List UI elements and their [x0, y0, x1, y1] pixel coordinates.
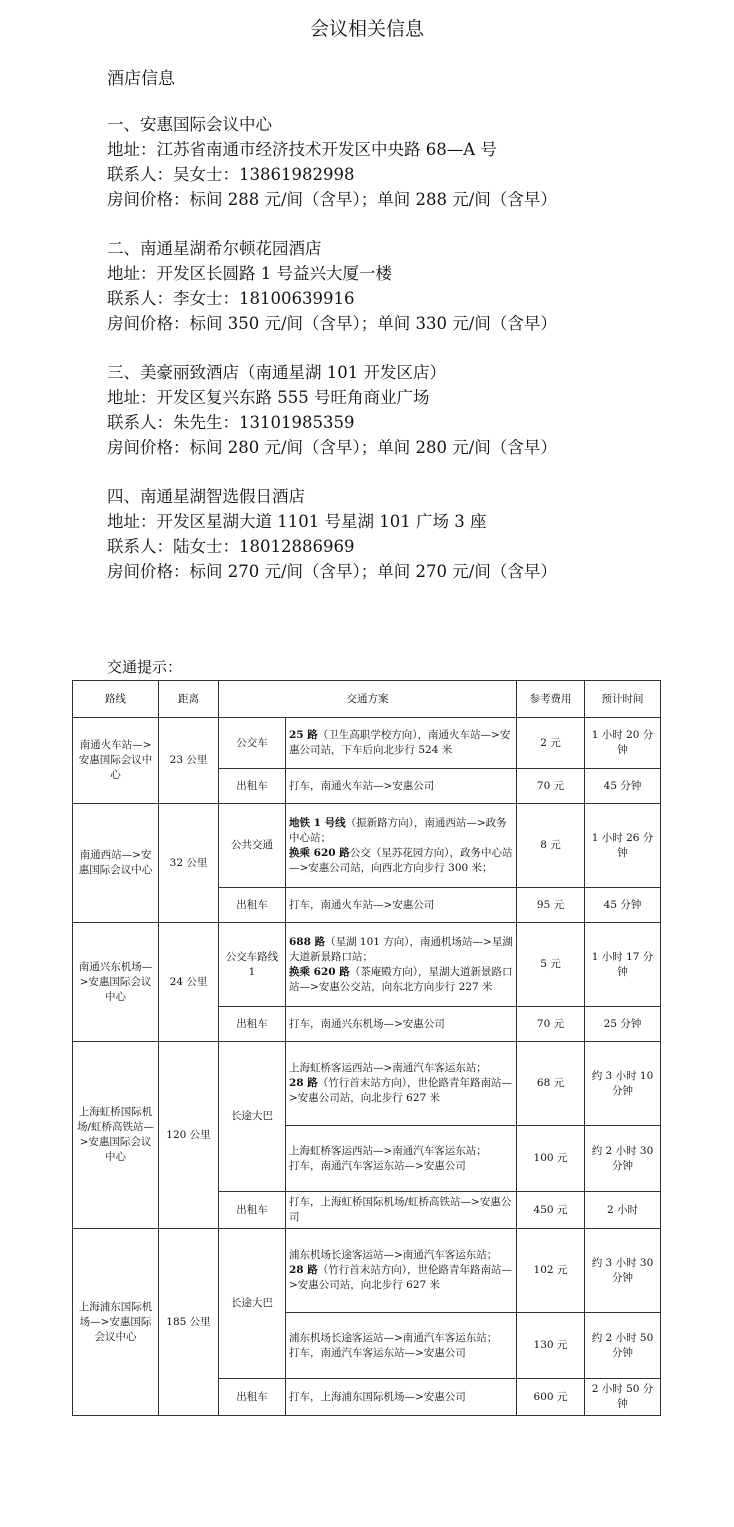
cost-cell: 70 元 [517, 1007, 585, 1042]
cost-cell: 100 元 [517, 1126, 585, 1192]
mode-cell: 出租车 [219, 1007, 286, 1042]
time-cell: 约 3 小时 30 分钟 [585, 1229, 661, 1313]
mode-cell: 出租车 [219, 1379, 286, 1416]
transit-line-number: 25 路 [289, 729, 318, 741]
header-route: 路线 [73, 681, 159, 718]
time-cell: 约 2 小时 50 分钟 [585, 1313, 661, 1379]
transit-line-number: 28 路 [289, 1077, 318, 1089]
plan-cell [286, 1192, 517, 1229]
transport-section-heading: 交通提示： [107, 658, 183, 676]
table-row [73, 1229, 661, 1313]
hotel-contact: 联系人：朱先生：13101985359 [107, 413, 355, 432]
table-row [73, 923, 661, 1007]
plan-line: 打车，南通汽车客运东站—>安惠公司 [289, 1346, 466, 1359]
plan-cell [286, 1042, 517, 1126]
table-row [73, 804, 661, 888]
mode-cell: 公共交通 [219, 804, 286, 888]
route-cell: 上海虹桥国际机场/虹桥高铁站—>安惠国际会议中心 [73, 1042, 159, 1229]
plan-line: 浦东机场长途客运站—>南通汽车客运东站； [289, 1249, 498, 1261]
plan-cell [286, 718, 517, 769]
hotel-entry [107, 112, 557, 212]
plan-cell [286, 1313, 517, 1379]
plan-line: 688 路（星湖 101 方向），南通机场站—>星湖大道新景路口站； [289, 935, 513, 963]
hotel-name: 二、南通星湖希尔顿花园酒店 [107, 239, 322, 258]
hotel-address: 地址：开发区星湖大道 1101 号星湖 101 广场 3 座 [107, 512, 487, 531]
cost-cell: 130 元 [517, 1313, 585, 1379]
hotel-entry [107, 484, 557, 584]
header-time: 预计时间 [585, 681, 661, 718]
mode-cell: 长途大巴 [219, 1042, 286, 1192]
cost-cell: 600 元 [517, 1379, 585, 1416]
cost-cell: 2 元 [517, 718, 585, 769]
distance-cell: 120 公里 [159, 1042, 219, 1229]
plan-line: 28 路（竹行首末站方向），世伦路青年路南站—>安惠公司站，向北步行 627 米 [289, 1264, 513, 1291]
header-distance: 距离 [159, 681, 219, 718]
hotel-name: 三、美豪丽致酒店（南通星湖 101 开发区店） [107, 363, 446, 382]
transit-line-number: 28 路 [289, 1264, 318, 1276]
distance-cell: 185 公里 [159, 1229, 219, 1416]
hotel-address: 地址：江苏省南通市经济技术开发区中央路 68—A 号 [107, 140, 497, 159]
plan-cell [286, 1007, 517, 1042]
cost-cell: 5 元 [517, 923, 585, 1007]
plan-line: 28 路（竹行首末站方向），世伦路青年路南站—>安惠公司站，向北步行 627 米 [289, 1077, 513, 1104]
table-header-row [73, 681, 661, 718]
time-cell: 2 小时 [585, 1192, 661, 1229]
hotel-price: 房间价格：标间 288 元/间（含早）；单间 288 元/间（含早） [107, 190, 557, 209]
cost-cell: 95 元 [517, 888, 585, 923]
plan-cell [286, 804, 517, 888]
plan-line: 打车，上海浦东国际机场—>安惠公司 [289, 1390, 466, 1403]
header-cost: 参考费用 [517, 681, 585, 718]
plan-line: 浦东机场长途客运站—>南通汽车客运东站； [289, 1331, 498, 1344]
mode-cell: 出租车 [219, 1192, 286, 1229]
transit-line-number: 688 路 [289, 935, 326, 948]
plan-line: 打车，南通汽车客运东站—>安惠公司 [289, 1159, 466, 1172]
transit-line-number: 换乘 620 路 [289, 965, 350, 978]
hotel-entry [107, 360, 557, 460]
distance-cell: 24 公里 [159, 923, 219, 1042]
transit-line-number: 换乘 620 路 [289, 846, 350, 859]
plan-line: 打车，上海虹桥国际机场/虹桥高铁站—>安惠公司 [289, 1196, 512, 1223]
time-cell: 2 小时 50 分钟 [585, 1379, 661, 1416]
mode-cell: 出租车 [219, 888, 286, 923]
transit-line-number: 地铁 1 号线 [289, 816, 346, 829]
hotel-contact: 联系人：李女士：18100639916 [107, 289, 355, 308]
cost-cell: 450 元 [517, 1192, 585, 1229]
cost-cell: 102 元 [517, 1229, 585, 1313]
table-row [73, 718, 661, 769]
time-cell: 约 2 小时 30 分钟 [585, 1126, 661, 1192]
time-cell: 1 小时 26 分钟 [585, 804, 661, 888]
time-cell: 45 分钟 [585, 769, 661, 804]
route-cell: 南通兴东机场—>安惠国际会议中心 [73, 923, 159, 1042]
hotel-section-heading: 酒店信息 [107, 69, 175, 89]
time-cell: 45 分钟 [585, 888, 661, 923]
cost-cell: 8 元 [517, 804, 585, 888]
time-cell: 1 小时 17 分钟 [585, 923, 661, 1007]
plan-cell [286, 1229, 517, 1313]
cost-cell: 70 元 [517, 769, 585, 804]
time-cell: 1 小时 20 分钟 [585, 718, 661, 769]
plan-cell [286, 888, 517, 923]
plan-line: 打车，南通火车站—>安惠公司 [289, 779, 435, 792]
plan-line: 换乘 620 路公交（星苏花园方向），政务中心站—>安惠公司站，向西北方向步行 300 米； [289, 846, 513, 874]
mode-cell: 公交车 [219, 718, 286, 769]
plan-cell [286, 769, 517, 804]
hotel-name: 一、安惠国际会议中心 [107, 115, 272, 134]
cost-cell: 68 元 [517, 1042, 585, 1126]
plan-line: 打车，南通火车站—>安惠公司 [289, 898, 435, 911]
plan-cell [286, 1126, 517, 1192]
hotel-name: 四、南通星湖智选假日酒店 [107, 487, 305, 506]
plan-line: 上海虹桥客运西站—>南通汽车客运东站； [289, 1144, 487, 1157]
plan-cell [286, 923, 517, 1007]
time-cell: 约 3 小时 10 分钟 [585, 1042, 661, 1126]
plan-line: 换乘 620 路（茶庵殿方向），星湖大道新景路口站—>安惠公交站，向东北方向步行 227 米 [289, 965, 513, 993]
route-cell: 南通火车站—>安惠国际会议中心 [73, 718, 159, 804]
mode-cell: 出租车 [219, 769, 286, 804]
hotel-price: 房间价格：标间 280 元/间（含早）；单间 280 元/间（含早） [107, 438, 557, 457]
header-plan: 交通方案 [219, 681, 517, 718]
route-cell: 南通西站—>安惠国际会议中心 [73, 804, 159, 923]
transport-table [72, 680, 661, 1416]
hotel-address: 地址：开发区复兴东路 555 号旺角商业广场 [107, 388, 430, 407]
mode-cell: 长途大巴 [219, 1229, 286, 1379]
plan-line: 打车，南通兴东机场—>安惠公司 [289, 1017, 445, 1030]
distance-cell: 32 公里 [159, 804, 219, 923]
mode-cell: 公交车路线 1 [219, 923, 286, 1007]
hotel-price: 房间价格：标间 270 元/间（含早）；单间 270 元/间（含早） [107, 562, 557, 581]
plan-line: 25 路（卫生高职学校方向），南通火车站—>安惠公司站，下车后向北步行 524 米 [289, 729, 511, 756]
page-title: 会议相关信息 [309, 18, 424, 40]
table-row [73, 1042, 661, 1126]
hotel-entry [107, 236, 557, 336]
plan-line: 上海虹桥客运西站—>南通汽车客运东站； [289, 1062, 487, 1074]
hotel-price: 房间价格：标间 350 元/间（含早）；单间 330 元/间（含早） [107, 314, 557, 333]
distance-cell: 23 公里 [159, 718, 219, 804]
time-cell: 25 分钟 [585, 1007, 661, 1042]
hotel-address: 地址：开发区长圆路 1 号益兴大厦一楼 [107, 264, 392, 283]
hotel-contact: 联系人：陆女士：18012886969 [107, 537, 355, 556]
route-cell: 上海浦东国际机场—>安惠国际会议中心 [73, 1229, 159, 1416]
plan-cell [286, 1379, 517, 1416]
plan-line: 地铁 1 号线（振新路方向），南通西站—>政务中心站； [289, 816, 507, 844]
hotel-contact: 联系人：吴女士：13861982998 [107, 165, 355, 184]
